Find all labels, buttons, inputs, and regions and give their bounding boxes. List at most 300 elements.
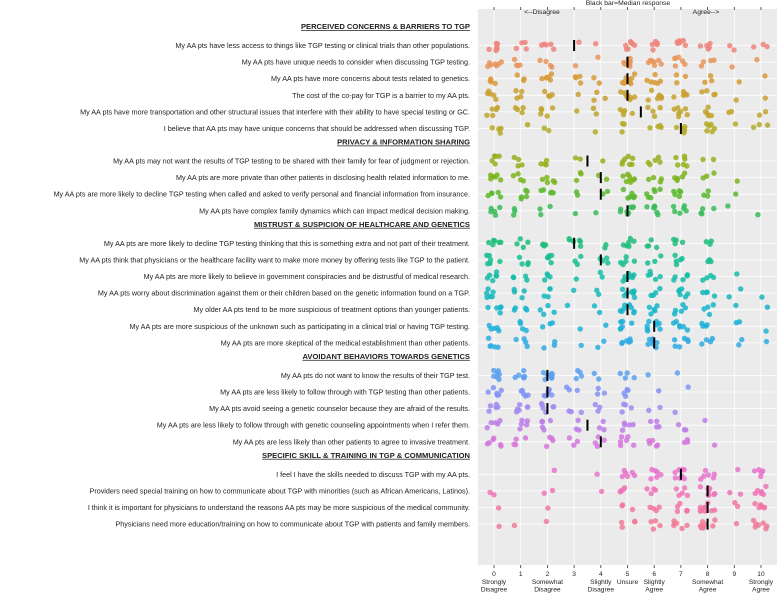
response-point (497, 418, 502, 423)
response-point (653, 290, 658, 295)
response-point (551, 47, 556, 52)
response-point (575, 418, 580, 423)
response-point (700, 323, 705, 328)
response-point (620, 474, 625, 479)
response-point (631, 177, 636, 182)
x-tick-sublabel: Somewhat (531, 579, 563, 586)
response-point (679, 526, 684, 531)
response-point (490, 278, 495, 283)
x-tick-sublabel: Unsure (616, 579, 639, 586)
response-point (680, 240, 685, 245)
response-point (618, 326, 623, 331)
response-point (495, 41, 500, 46)
response-point (521, 336, 526, 341)
response-point (758, 503, 763, 508)
response-point (487, 261, 492, 266)
x-tick-sublabel: Slightly (590, 579, 612, 586)
response-point (673, 63, 678, 68)
response-point (753, 524, 758, 529)
response-point (552, 343, 557, 348)
response-point (682, 485, 687, 490)
response-point (543, 59, 548, 64)
response-point (538, 307, 543, 312)
response-point (733, 303, 738, 308)
response-point (591, 75, 596, 80)
response-point (673, 155, 678, 160)
response-point (753, 491, 758, 496)
response-point (511, 173, 516, 178)
response-point (603, 96, 608, 101)
response-point (517, 319, 522, 324)
response-point (658, 125, 663, 130)
response-point (489, 191, 494, 196)
response-point (488, 403, 493, 408)
response-point (618, 89, 623, 94)
response-point (551, 404, 556, 409)
response-point (727, 294, 732, 299)
response-point (674, 80, 679, 85)
response-point (705, 105, 710, 110)
response-point (711, 92, 716, 97)
response-point (525, 262, 530, 267)
response-point (677, 344, 682, 349)
response-point (649, 237, 654, 242)
response-point (632, 259, 637, 264)
response-point (498, 310, 503, 315)
response-point (578, 80, 583, 85)
response-point (658, 179, 663, 184)
response-point (496, 190, 501, 195)
response-point (672, 253, 677, 258)
response-point (547, 204, 552, 209)
response-point (701, 192, 706, 197)
response-point (498, 130, 503, 135)
response-point (496, 524, 501, 529)
response-point (576, 92, 581, 97)
statement-label: My AA pts have more transportation and other structural issues that interfere with their ability to have special testing or GC. (80, 107, 470, 117)
response-point (524, 46, 529, 51)
response-point (519, 261, 524, 266)
response-point (573, 63, 578, 68)
response-point (496, 377, 501, 382)
response-point (672, 274, 677, 279)
response-point (765, 305, 770, 310)
response-point (684, 273, 689, 278)
response-point (658, 105, 663, 110)
statement-label: My AA pts are more private than other patients in disclosing health related information to me. (175, 173, 470, 183)
x-tick-label: 8 (705, 571, 710, 578)
response-point (524, 194, 529, 199)
response-point (518, 236, 523, 241)
response-point (521, 245, 526, 250)
response-point (645, 260, 650, 265)
response-point (573, 211, 578, 216)
response-point (627, 422, 632, 427)
x-tick-sublabel: Strongly (748, 579, 774, 586)
response-point (672, 311, 677, 316)
response-point (578, 156, 583, 161)
x-tick-label: 1 (518, 571, 523, 578)
response-point (751, 125, 756, 130)
section-title: AVOIDANT BEHAVIORS TOWARDS GENETICS (302, 351, 470, 361)
x-tick-label: 10 (757, 571, 765, 578)
response-point (672, 175, 677, 180)
response-point (519, 89, 524, 94)
response-point (672, 209, 677, 214)
response-point (545, 180, 550, 185)
response-point (711, 170, 716, 175)
response-point (550, 488, 555, 493)
response-point (755, 212, 760, 217)
response-point (552, 310, 557, 315)
response-point (707, 41, 712, 46)
response-point (647, 125, 652, 130)
response-point (657, 505, 662, 510)
response-point (519, 162, 524, 167)
response-point (754, 57, 759, 62)
response-point (651, 59, 656, 64)
response-point (492, 161, 497, 166)
response-point (625, 388, 630, 393)
response-point (682, 156, 687, 161)
response-point (549, 64, 554, 69)
response-point (544, 175, 549, 180)
response-point (699, 211, 704, 216)
response-point (596, 376, 601, 381)
response-point (497, 259, 502, 264)
response-point (595, 408, 600, 413)
x-tick-label: 6 (652, 571, 657, 578)
statement-label: I think it is important for physicians to understand the reasons AA pts may be more suspicious of the medical community. (87, 503, 470, 512)
response-point (628, 95, 633, 100)
response-point (644, 486, 649, 491)
response-point (763, 484, 768, 489)
x-tick-sublabel: Agree (698, 586, 717, 594)
response-point (565, 303, 570, 308)
response-point (544, 75, 549, 80)
response-point (486, 47, 491, 52)
response-point (680, 277, 685, 282)
response-point (646, 60, 651, 65)
response-point (684, 523, 689, 528)
response-point (752, 501, 757, 506)
response-point (646, 97, 651, 102)
response-point (566, 408, 571, 413)
response-point (525, 122, 530, 127)
response-point (672, 410, 677, 415)
response-point (704, 121, 709, 126)
response-point (630, 156, 635, 161)
response-point (546, 93, 551, 98)
section-title: SPECIFIC SKILL & TRAINING IN TGP & COMMUNICATION (262, 450, 470, 460)
response-point (574, 376, 579, 381)
response-point (652, 80, 657, 85)
response-point (676, 288, 681, 293)
response-point (698, 523, 703, 528)
response-point (656, 388, 661, 393)
response-point (488, 173, 493, 178)
response-point (578, 244, 583, 249)
response-point (519, 388, 524, 393)
response-point (680, 302, 685, 307)
response-point (629, 405, 634, 410)
response-point (763, 109, 768, 114)
response-point (647, 269, 652, 274)
response-point (671, 320, 676, 325)
statement-label: My AA pts are more suspicious of the unknown such as participating in a clinical trial or having TGP testing. (129, 321, 470, 331)
response-point (579, 373, 584, 378)
response-point (758, 491, 763, 496)
response-point (680, 174, 685, 179)
response-point (698, 43, 703, 48)
response-point (751, 518, 756, 523)
response-point (519, 40, 524, 45)
response-point (545, 113, 550, 118)
response-point (674, 125, 679, 130)
response-point (645, 342, 650, 347)
response-point (523, 306, 528, 311)
response-point (498, 177, 503, 182)
response-point (618, 371, 623, 376)
response-point (524, 189, 529, 194)
response-point (699, 89, 704, 94)
x-tick-sublabel: Disagree (480, 586, 508, 594)
response-point (654, 245, 659, 250)
response-point (681, 130, 686, 135)
response-point (513, 375, 518, 380)
response-point (698, 484, 703, 489)
response-point (629, 305, 634, 310)
response-point (619, 129, 624, 134)
response-point (711, 302, 716, 307)
response-point (486, 409, 491, 414)
response-point (484, 291, 489, 296)
response-point (673, 56, 678, 61)
response-point (649, 491, 654, 496)
statement-label: My older AA pts tend to be more suspicious of treatment options than younger patients. (193, 305, 470, 315)
response-point (490, 289, 495, 294)
response-point (597, 310, 602, 315)
response-point (514, 437, 519, 442)
response-point (548, 260, 553, 265)
response-point (578, 254, 583, 259)
response-point (591, 106, 596, 111)
response-point (763, 95, 768, 100)
response-point (595, 391, 600, 396)
response-point (655, 40, 660, 45)
response-point (491, 385, 496, 390)
response-point (712, 517, 717, 522)
response-point (576, 40, 581, 45)
response-point (757, 122, 762, 127)
response-point (549, 436, 554, 441)
response-point (599, 489, 604, 494)
response-point (657, 523, 662, 528)
response-point (647, 441, 652, 446)
response-point (683, 74, 688, 79)
response-point (657, 405, 662, 410)
response-point (698, 477, 703, 482)
response-point (485, 91, 490, 96)
response-point (484, 253, 489, 258)
response-point (648, 476, 653, 481)
x-tick-label: 3 (572, 571, 576, 578)
response-point (712, 442, 717, 447)
response-point (522, 288, 527, 293)
response-point (623, 402, 628, 407)
response-point (520, 105, 525, 110)
response-point (492, 344, 497, 349)
response-point (514, 409, 519, 414)
response-point (673, 475, 678, 480)
statement-label: My AA pts may not want the results of TGP testing to be shared with their family for fear of judgment or rejection. (113, 156, 470, 166)
response-point (733, 191, 738, 196)
response-point (759, 470, 764, 475)
response-point (518, 94, 523, 99)
response-point (605, 189, 610, 194)
response-point (675, 370, 680, 375)
response-point (734, 521, 739, 526)
response-point (650, 109, 655, 114)
response-point (764, 339, 769, 344)
statement-label: My AA pts worry about discrimination against them or their children based on the genetic information found on a TGP. (97, 288, 470, 298)
response-point (525, 404, 530, 409)
response-point (519, 418, 524, 423)
response-point (653, 277, 658, 282)
response-point (731, 47, 736, 52)
response-point (704, 128, 709, 133)
response-point (511, 274, 516, 279)
section-title: PRIVACY & INFORMATION SHARING (337, 137, 470, 147)
response-point (624, 179, 629, 184)
response-point (598, 270, 603, 275)
response-point (706, 188, 711, 193)
response-point (645, 105, 650, 110)
response-point (671, 94, 676, 99)
response-point (629, 289, 634, 294)
response-point (700, 206, 705, 211)
response-point (521, 78, 526, 83)
response-point (544, 444, 549, 449)
response-point (492, 238, 497, 243)
response-point (549, 392, 554, 397)
response-point (575, 368, 580, 373)
response-point (575, 192, 580, 197)
response-point (653, 158, 658, 163)
response-point (618, 207, 623, 212)
statement-label: Providers need special training on how to communicate about TGP with minorities (such as African Americans, Latinos). (89, 486, 470, 496)
response-point (571, 443, 576, 448)
response-point (674, 486, 679, 491)
response-point (487, 273, 492, 278)
response-point (711, 492, 716, 497)
response-point (704, 275, 709, 280)
response-point (596, 292, 601, 297)
response-point (629, 273, 634, 278)
response-point (678, 109, 683, 114)
response-point (682, 124, 687, 129)
statement-label: My AA pts are more likely to decline TGP testing when called and asked to verify personal and financial information from insurance. (53, 189, 470, 199)
response-point (729, 64, 734, 69)
statement-label: My AA pts are less likely than other patients to agree to invasive treatment. (232, 437, 470, 447)
response-point (574, 276, 579, 281)
response-point (626, 240, 631, 245)
response-point (621, 187, 626, 192)
response-point (644, 204, 649, 209)
response-point (675, 509, 680, 514)
response-point (540, 324, 545, 329)
statement-label: The cost of the co-pay for TGP is a barrier to my AA pts. (292, 90, 470, 100)
response-point (654, 419, 659, 424)
response-point (620, 161, 625, 166)
response-point (624, 438, 629, 443)
response-point (685, 437, 690, 442)
response-point (578, 171, 583, 176)
response-point (700, 290, 705, 295)
response-point (620, 319, 625, 324)
response-point (544, 42, 549, 47)
statement-label: My AA pts are less likely to follow through with TGP testing than other patients. (220, 387, 470, 397)
response-point (737, 79, 742, 84)
x-tick-sublabel: Agree (645, 586, 664, 594)
response-point (545, 303, 550, 308)
response-point (632, 473, 637, 478)
response-point (484, 113, 489, 118)
response-point (619, 434, 624, 439)
response-point (618, 439, 623, 444)
response-point (545, 505, 550, 510)
response-point (628, 39, 633, 44)
response-point (595, 345, 600, 350)
response-point (540, 424, 545, 429)
response-point (682, 61, 687, 66)
response-point (703, 109, 708, 114)
response-point (630, 205, 635, 210)
response-point (547, 286, 552, 291)
response-point (499, 59, 504, 64)
response-point (651, 175, 656, 180)
x-tick-label: 7 (679, 571, 683, 578)
response-point (658, 253, 663, 258)
response-point (542, 491, 547, 496)
response-point (548, 418, 553, 423)
response-point (648, 293, 653, 298)
response-point (751, 44, 756, 49)
annotation-median-note: Black bar=Median response (585, 0, 671, 7)
response-point (698, 509, 703, 514)
response-point (592, 303, 597, 308)
response-point (762, 73, 767, 78)
statement-label: My AA pts are more likely to decline TGP testing thinking that this is something extra and not part of their treatment. (103, 238, 470, 248)
response-point (654, 303, 659, 308)
response-point (630, 111, 635, 116)
x-tick-sublabel: Agree (752, 586, 770, 594)
response-point (625, 474, 630, 479)
statement-label: I believe that AA pts may have unique concerns that should be addressed when discussing TGP. (163, 124, 470, 133)
response-point (542, 161, 547, 166)
response-point (600, 274, 605, 279)
response-point (658, 274, 663, 279)
response-point (646, 177, 651, 182)
response-point (675, 162, 680, 167)
response-point (514, 241, 519, 246)
response-point (650, 47, 655, 52)
response-point (708, 73, 713, 78)
response-point (496, 505, 501, 510)
response-point (494, 107, 499, 112)
response-point (517, 255, 522, 260)
response-point (645, 323, 650, 328)
